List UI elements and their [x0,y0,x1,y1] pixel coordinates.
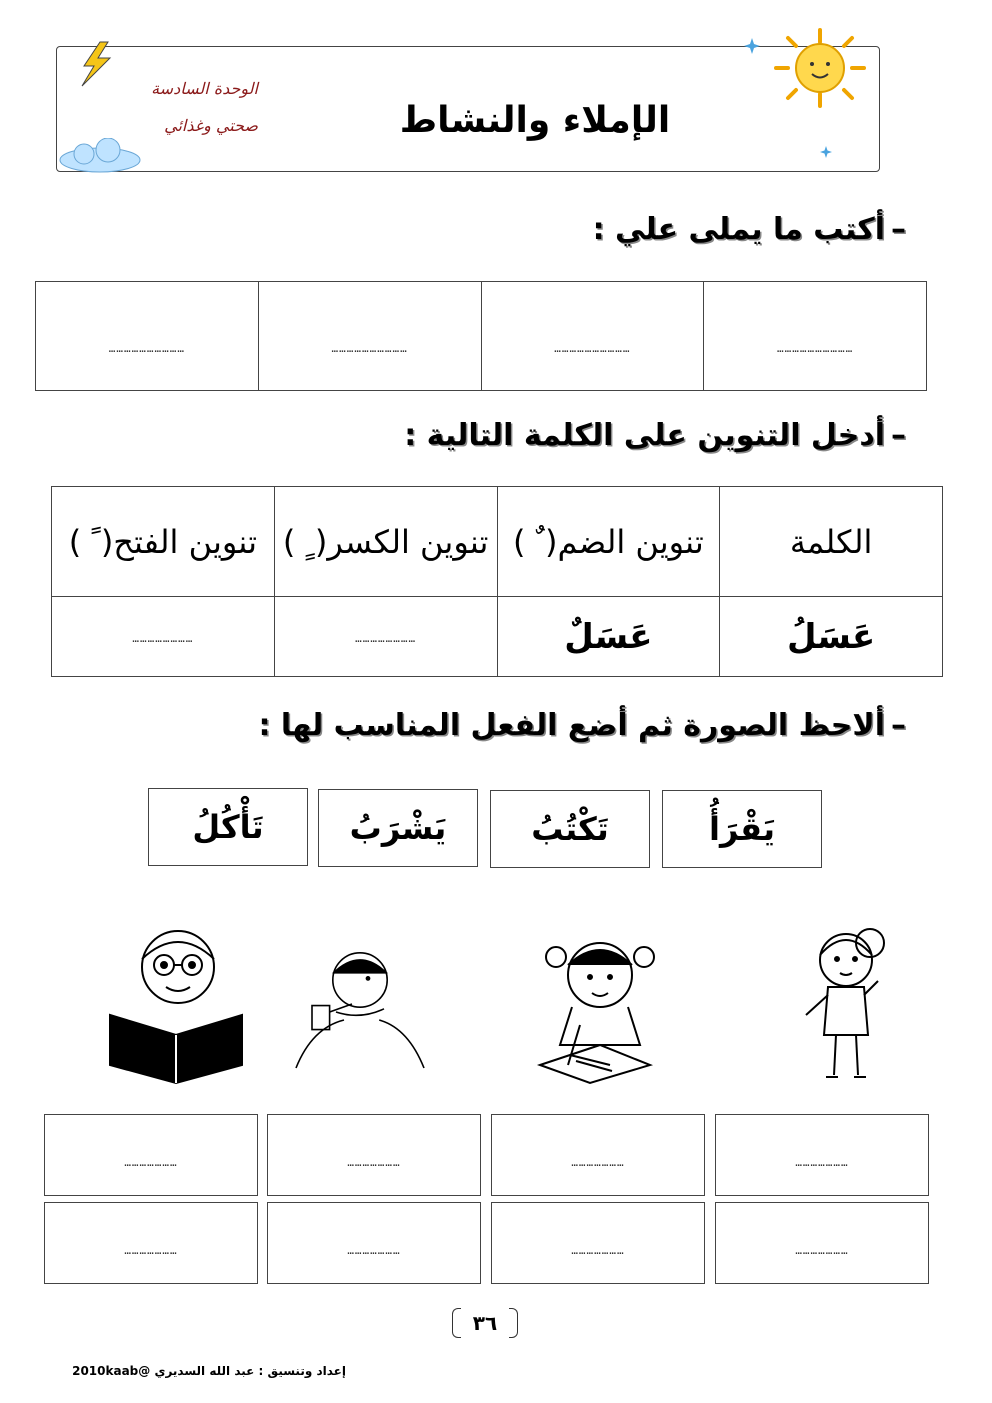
dictation-cell[interactable] [481,282,704,391]
header-mark: ( ٍ ) [282,522,328,561]
verb-card[interactable]: يَقْرَأُ [662,790,822,868]
answer-box[interactable]: ………………… [44,1202,258,1284]
section-heading-verbs [258,708,906,743]
unit-title: الوحدة السادسة [151,79,258,98]
verb-card[interactable]: تَكْتُبُ [490,790,650,868]
page-title: الإملاء والنشاط [399,100,671,141]
bracket-right [509,1308,518,1338]
section-heading-tanween [404,418,906,453]
dictation-cell[interactable] [258,282,481,391]
girl-eating-illustration [766,915,926,1085]
header-mark: ( ٌ ) [513,522,558,561]
dictation-cell[interactable] [36,282,259,391]
verb-card[interactable]: تَأْكُلُ [148,788,308,866]
answer-box[interactable]: ………………… [267,1202,481,1284]
answer-box[interactable]: ………………… [44,1114,258,1196]
tanween-table [51,486,943,677]
cloud-icon [52,138,148,174]
page-number [452,1308,518,1338]
boy-drinking-illustration [280,915,440,1085]
bracket-left [452,1308,461,1338]
answer-box[interactable]: ………………… [715,1202,929,1284]
credit-line: إعداد وتنسيق : عبد الله السديري @2010kaab [72,1364,346,1378]
heading-dash: – [891,708,906,743]
blank-line: ………………………… [777,342,854,355]
blank-line: ………………………… [108,342,185,355]
sun-icon [770,24,870,114]
header-mark: ( ً ) [68,522,114,561]
tanween-header-damm [497,487,720,597]
blank-line: ………………………… [554,342,631,355]
dictation-cell[interactable] [704,282,927,391]
verb-card[interactable]: يَشْرَبُ [318,789,478,867]
heading-dash: – [891,212,906,247]
sparkle-icon [744,38,760,54]
tanween-word: عَسَلُ [720,597,943,677]
header-label: تنوين الفتح [113,522,257,561]
heading-text: أدخل التنوين على الكلمة التالية : [404,418,885,453]
answer-box[interactable]: ………………… [491,1202,705,1284]
header-label: تنوين الكسر [327,522,489,561]
tanween-header-kasr [274,487,497,597]
heading-dash: – [891,418,906,453]
header-label: الكلمة [789,522,873,561]
header-label: تنوين الضم [557,522,704,561]
dictation-table [35,281,927,391]
tanween-header-fath [52,487,275,597]
section-heading-dictation [593,212,906,247]
answer-box[interactable]: ………………… [267,1114,481,1196]
unit-topic: صحتي وغذائي [164,116,258,135]
page-number-text: ٣٦ [472,1311,498,1335]
heading-text: أكتب ما يملى علي : [592,212,885,247]
boy-reading-illustration [100,915,260,1085]
sparkle-icon [820,146,832,158]
blank-line: ………………………… [331,342,408,355]
tanween-kasr-answer[interactable]: …………………… [274,597,497,677]
answer-box[interactable]: ………………… [491,1114,705,1196]
heading-text: ألاحظ الصورة ثم أضع الفعل المناسب لها : [258,708,885,743]
tanween-header-word [720,487,943,597]
answer-box[interactable]: ………………… [715,1114,929,1196]
tanween-damm-example: عَسَلٌ [497,597,720,677]
tanween-fath-answer[interactable]: …………………… [52,597,275,677]
girl-writing-illustration [520,915,680,1085]
